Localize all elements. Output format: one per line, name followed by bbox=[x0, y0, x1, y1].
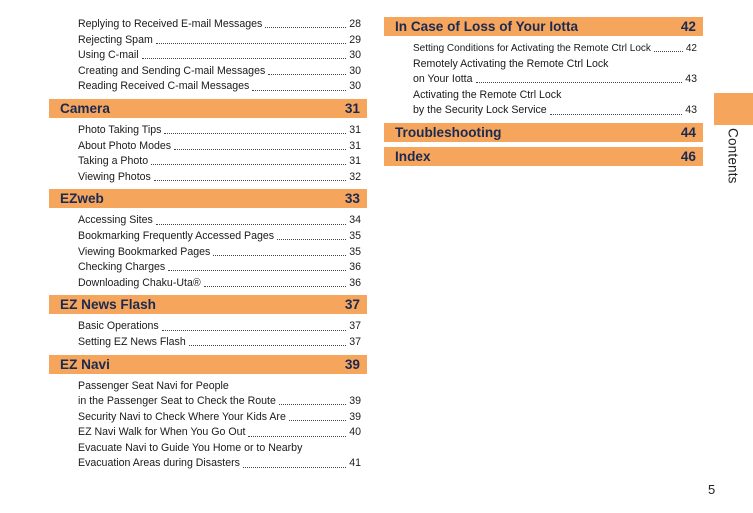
section-title: EZweb bbox=[60, 191, 104, 207]
leader-dots bbox=[476, 82, 683, 83]
entry-page: 40 bbox=[349, 426, 361, 439]
section-title: EZ News Flash bbox=[60, 297, 156, 313]
entry-title: on Your Iotta bbox=[413, 73, 473, 86]
section-header-index[interactable] bbox=[384, 147, 703, 166]
contents-side-label bbox=[713, 128, 753, 208]
entry-page: 43 bbox=[685, 104, 697, 117]
toc-entry[interactable] bbox=[49, 139, 367, 155]
entry-page: 39 bbox=[349, 395, 361, 408]
entry-page: 31 bbox=[349, 139, 361, 152]
entry-title: Viewing Photos bbox=[78, 170, 151, 183]
section-header-ez-navi[interactable] bbox=[49, 355, 367, 374]
toc-entry[interactable] bbox=[49, 170, 367, 186]
toc-entry[interactable] bbox=[49, 33, 367, 49]
section-header-ez-news-flash[interactable] bbox=[49, 295, 367, 314]
entry-title: Setting EZ News Flash bbox=[78, 335, 186, 348]
entry-page: 30 bbox=[349, 64, 361, 77]
leader-dots bbox=[174, 149, 346, 150]
toc-entry[interactable] bbox=[384, 103, 703, 119]
leader-dots bbox=[164, 133, 346, 134]
entry-title: Activating the Remote Ctrl Lock bbox=[413, 88, 562, 101]
section-page: 31 bbox=[344, 100, 360, 116]
section-page: 44 bbox=[680, 124, 696, 140]
entry-title: Checking Charges bbox=[78, 261, 166, 274]
toc-entry[interactable] bbox=[49, 319, 367, 335]
toc-entry[interactable] bbox=[49, 229, 367, 245]
toc-entry-line[interactable] bbox=[384, 57, 703, 73]
entry-title: Basic Operations bbox=[78, 320, 159, 333]
page-number: 5 bbox=[708, 482, 716, 497]
entry-page: 37 bbox=[349, 335, 361, 348]
toc-entry[interactable] bbox=[49, 260, 367, 276]
entry-title: EZ Navi Walk for When You Go Out bbox=[78, 426, 246, 439]
toc-entry[interactable] bbox=[49, 64, 367, 80]
entry-page: 43 bbox=[685, 73, 697, 86]
section-page: 39 bbox=[344, 356, 360, 372]
section-page: 33 bbox=[344, 191, 360, 207]
toc-entry[interactable] bbox=[49, 17, 367, 33]
toc-entry-line[interactable] bbox=[49, 441, 367, 457]
entry-title: Downloading Chaku-Uta® bbox=[78, 276, 201, 289]
entry-title: Reading Received C-mail Messages bbox=[78, 80, 250, 93]
entry-title: Replying to Received E-mail Messages bbox=[78, 18, 263, 30]
leader-dots bbox=[168, 270, 346, 271]
toc-entry[interactable] bbox=[384, 72, 703, 88]
section-title: Camera bbox=[60, 100, 110, 116]
entry-page: 36 bbox=[349, 276, 361, 289]
section-page: 46 bbox=[680, 148, 696, 164]
entry-title: Evacuate Navi to Guide You Home or to Nearby bbox=[78, 441, 303, 454]
leader-dots bbox=[252, 90, 346, 91]
section-title: Index bbox=[395, 148, 431, 164]
entry-page: 28 bbox=[349, 18, 361, 30]
entry-page: 30 bbox=[349, 49, 361, 62]
section-title: Troubleshooting bbox=[395, 124, 502, 140]
leader-dots bbox=[156, 224, 346, 225]
section-page: 37 bbox=[344, 297, 360, 313]
entry-page: 35 bbox=[349, 245, 361, 258]
leader-dots bbox=[248, 436, 346, 437]
entry-page: 30 bbox=[349, 80, 361, 93]
toc-entry[interactable] bbox=[49, 154, 367, 170]
entry-page: 31 bbox=[349, 123, 361, 136]
entry-title: Accessing Sites bbox=[78, 214, 153, 227]
leader-dots bbox=[243, 467, 346, 468]
entry-title: Rejecting Spam bbox=[78, 33, 153, 46]
leader-dots bbox=[289, 420, 346, 421]
entry-title: Evacuation Areas during Disasters bbox=[78, 457, 240, 470]
leader-dots bbox=[654, 51, 683, 52]
toc-entry-line[interactable] bbox=[384, 88, 703, 104]
leader-dots bbox=[156, 43, 346, 44]
leader-dots bbox=[151, 164, 346, 165]
entry-page: 37 bbox=[349, 320, 361, 333]
leader-dots bbox=[204, 286, 347, 287]
entry-page: 31 bbox=[349, 155, 361, 168]
entry-title: Viewing Bookmarked Pages bbox=[78, 245, 211, 258]
toc-entry[interactable] bbox=[49, 425, 367, 441]
leader-dots bbox=[154, 180, 346, 181]
toc-entry-line[interactable] bbox=[49, 379, 367, 395]
toc-entry[interactable] bbox=[49, 245, 367, 261]
entry-title: in the Passenger Seat to Check the Route bbox=[78, 395, 276, 408]
toc-entry[interactable] bbox=[49, 410, 367, 426]
entry-title: by the Security Lock Service bbox=[413, 104, 547, 117]
toc-entry[interactable] bbox=[49, 48, 367, 64]
entry-title: Creating and Sending C-mail Messages bbox=[78, 64, 266, 77]
toc-entry[interactable] bbox=[49, 394, 367, 410]
entry-title: Passenger Seat Navi for People bbox=[78, 379, 229, 392]
entry-page: 34 bbox=[349, 214, 361, 227]
entry-page: 41 bbox=[349, 457, 361, 470]
section-header-troubleshooting[interactable] bbox=[384, 123, 703, 142]
entry-title: Taking a Photo bbox=[78, 155, 149, 168]
entry-title: Setting Conditions for Activating the Remote Ctrl Lock bbox=[413, 43, 651, 54]
toc-entry[interactable] bbox=[49, 276, 367, 292]
toc-entry[interactable] bbox=[49, 213, 367, 229]
entry-title: About Photo Modes bbox=[78, 139, 172, 152]
leader-dots bbox=[265, 27, 346, 28]
leader-dots bbox=[279, 404, 346, 405]
entry-page: 39 bbox=[349, 410, 361, 423]
entry-page: 36 bbox=[349, 261, 361, 274]
entry-title: Photo Taking Tips bbox=[78, 123, 162, 136]
section-header-ezweb[interactable] bbox=[49, 189, 367, 208]
entry-title: Security Navi to Check Where Your Kids Are bbox=[78, 410, 286, 423]
leader-dots bbox=[550, 114, 683, 115]
leader-dots bbox=[277, 239, 346, 240]
section-page: 42 bbox=[680, 19, 696, 34]
section-header-loss[interactable] bbox=[384, 17, 703, 36]
entry-page: 35 bbox=[349, 229, 361, 242]
leader-dots bbox=[162, 330, 347, 331]
section-title: In Case of Loss of Your Iotta bbox=[395, 19, 579, 34]
toc-entry[interactable] bbox=[49, 335, 367, 351]
leader-dots bbox=[142, 58, 347, 59]
section-title: EZ Navi bbox=[60, 356, 110, 372]
entry-page: 29 bbox=[349, 33, 361, 46]
leader-dots bbox=[268, 74, 346, 75]
toc-entry[interactable] bbox=[49, 79, 367, 95]
section-header-camera[interactable] bbox=[49, 99, 367, 118]
toc-entry[interactable] bbox=[384, 41, 703, 57]
toc-entry[interactable] bbox=[49, 123, 367, 139]
entry-title: Bookmarking Frequently Accessed Pages bbox=[78, 229, 275, 242]
entry-page: 42 bbox=[685, 43, 697, 54]
toc-right-column bbox=[384, 17, 703, 171]
side-label-text: Contents bbox=[725, 128, 741, 184]
contents-side-tab[interactable] bbox=[714, 93, 753, 125]
entry-title: Remotely Activating the Remote Ctrl Lock bbox=[413, 57, 609, 70]
toc-left-column bbox=[49, 17, 367, 472]
entry-page: 32 bbox=[349, 170, 361, 183]
leader-dots bbox=[189, 345, 346, 346]
entry-title: Using C-mail bbox=[78, 49, 139, 62]
toc-entry[interactable] bbox=[49, 456, 367, 472]
leader-dots bbox=[213, 255, 346, 256]
